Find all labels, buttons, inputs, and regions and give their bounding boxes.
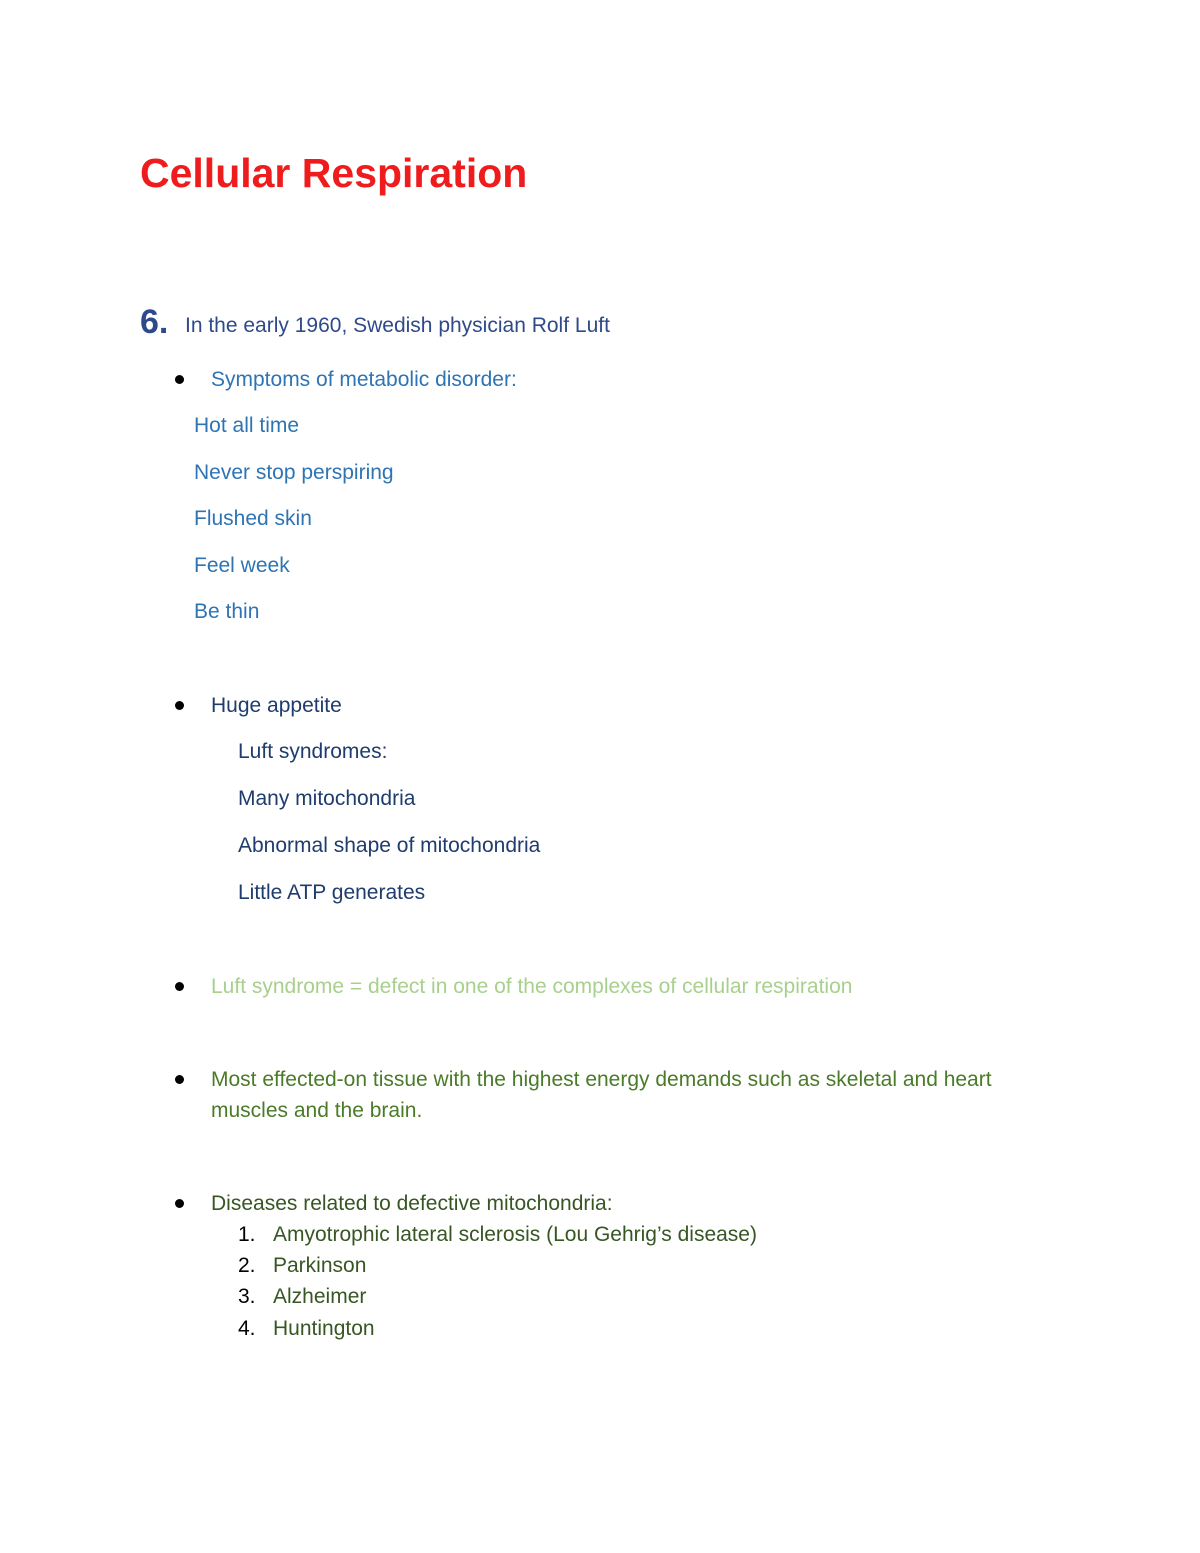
disease-item: Parkinson xyxy=(273,1254,367,1277)
bullet-icon xyxy=(175,701,184,710)
symptom-item: Flushed skin xyxy=(194,507,312,530)
bullet-icon xyxy=(175,375,184,384)
symptoms-heading: Symptoms of metabolic disorder: xyxy=(211,368,517,391)
appetite-heading: Huge appetite xyxy=(211,694,342,717)
tissue-line-1: Most effected-on tissue with the highest energy demands such as skeletal and heart xyxy=(211,1068,992,1091)
bullet-icon xyxy=(175,1075,184,1084)
bullet-icon xyxy=(175,982,184,991)
symptom-item: Be thin xyxy=(194,600,260,623)
disease-item: Amyotrophic lateral sclerosis (Lou Gehrig’s disease) xyxy=(273,1223,757,1246)
disease-number: 1. xyxy=(238,1223,256,1246)
diseases-heading: Diseases related to defective mitochondria: xyxy=(211,1192,613,1215)
disease-number: 3. xyxy=(238,1285,256,1308)
disease-item: Alzheimer xyxy=(273,1285,367,1308)
symptom-item: Never stop perspiring xyxy=(194,461,394,484)
tissue-line-2: muscles and the brain. xyxy=(211,1099,423,1122)
bullet-icon xyxy=(175,1199,184,1208)
page-title: Cellular Respiration xyxy=(140,150,528,196)
section-number: 6. xyxy=(140,303,169,341)
appetite-item: Many mitochondria xyxy=(238,787,416,810)
luft-definition: Luft syndrome = defect in one of the complexes of cellular respiration xyxy=(211,975,853,998)
appetite-item: Luft syndromes: xyxy=(238,740,388,763)
symptom-item: Feel week xyxy=(194,554,290,577)
symptom-item: Hot all time xyxy=(194,414,300,437)
appetite-item: Little ATP generates xyxy=(238,881,426,904)
disease-item: Huntington xyxy=(273,1317,375,1340)
appetite-item: Abnormal shape of mitochondria xyxy=(238,834,541,857)
disease-number: 4. xyxy=(238,1317,256,1340)
section-intro: In the early 1960, Swedish physician Rolf Luft xyxy=(185,314,610,337)
disease-number: 2. xyxy=(238,1254,256,1277)
